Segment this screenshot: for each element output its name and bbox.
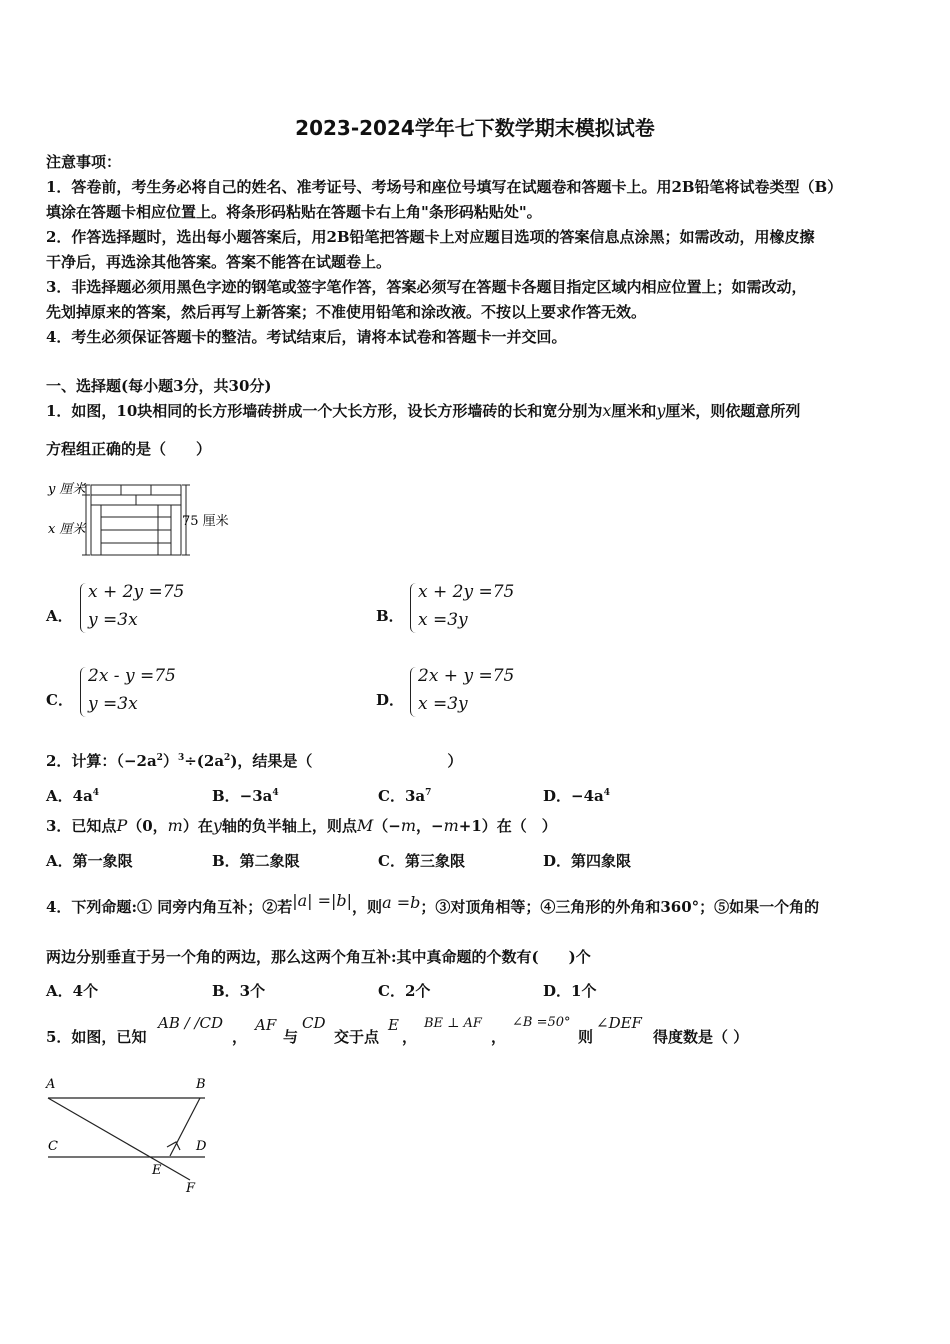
notice-line: 干净后，再选涂其他答案。答案不能答在试题卷上。 xyxy=(46,253,392,271)
figure-label-y: y 厘米 xyxy=(48,482,86,497)
notice-line: 3．非选择题必须用黑色字迹的钢笔或签字笔作答，答案必须写在答题卡各题目指定区域内相应位置上；如需改动， xyxy=(46,278,807,296)
question-2-stem: 2．计算：$(-2a^2)^3\div(2a^2)$，结果是（ ） xyxy=(46,752,463,770)
question-1-stem: 1．如图，10块相同的长方形墙砖拼成一个大长方形，设长方形墙砖的长和宽分别为x厘米和y厘米，则依题意所列 xyxy=(46,401,801,420)
q5-def: ∠DEF xyxy=(596,1014,642,1032)
q5-angle: ∠B =50° xyxy=(512,1015,571,1030)
brace-a xyxy=(80,583,88,633)
q5-with: 与 xyxy=(283,1028,299,1046)
q5-e: E xyxy=(388,1016,399,1034)
option-d-label[interactable]: D． xyxy=(376,691,405,709)
question-5-stem-start: 5．如图，已知 xyxy=(46,1028,147,1046)
figure-label-75: 75 厘米 xyxy=(182,514,229,529)
q3-option-d[interactable]: D．第四象限 xyxy=(543,852,632,870)
figure-point-b: B xyxy=(196,1077,206,1092)
question-4-stem-line2: 两边分别垂直于另一个角的两边，那么这两个角互补:其中真命题的个数有( )个 xyxy=(46,948,591,966)
q2-option-b[interactable]: B．$-3a^4$ xyxy=(212,787,279,805)
q5-af: AF xyxy=(255,1016,277,1034)
q3-option-c[interactable]: C．第三象限 xyxy=(378,852,465,870)
brace-d xyxy=(410,667,418,717)
q5-comma: ， xyxy=(232,1028,248,1046)
figure-label-x: x 厘米 xyxy=(48,522,86,537)
q5-tail: 得度数是（ ） xyxy=(653,1028,749,1046)
figure-point-c: C xyxy=(48,1139,58,1154)
option-c-system: 2x - y =75 y =3x xyxy=(88,666,176,714)
q5-parallel-expr: AB / /CD xyxy=(158,1014,224,1032)
q5-cd: CD xyxy=(302,1014,326,1032)
figure-point-f: F xyxy=(186,1181,196,1196)
option-b-label[interactable]: B． xyxy=(376,607,404,625)
notice-line: 先划掉原来的答案，然后再写上新答案；不准使用铅笔和涂改液。不按以上要求作答无效。 xyxy=(46,303,647,321)
brace-c xyxy=(80,667,88,717)
option-c-label[interactable]: C． xyxy=(46,691,73,709)
option-a-system: x + 2y =75 y =3x xyxy=(88,582,185,630)
q5-comma2: ， xyxy=(402,1028,418,1046)
q5-then: 则 xyxy=(578,1028,594,1046)
q4-option-b[interactable]: B．3个 xyxy=(212,982,266,1000)
q5-perp: BE ⊥ AF xyxy=(424,1016,482,1031)
q2-option-a[interactable]: A．$4a^4$ xyxy=(46,787,100,805)
parallel-lines-figure xyxy=(40,1070,230,1200)
option-a-label[interactable]: A． xyxy=(46,607,73,625)
q3-option-b[interactable]: B．第二象限 xyxy=(212,852,300,870)
brace-b xyxy=(410,583,418,633)
question-4-stem: 4．下列命题:① 同旁内角互补；②若|a| =|b|，则a =b；③对顶角相等；④三角形的外角和360°；⑤如果一个角的 xyxy=(46,891,820,916)
q4-option-c[interactable]: C．2个 xyxy=(378,982,431,1000)
notice-line: 填涂在答题卡相应位置上。将条形码粘贴在答题卡右上角"条形码粘贴处"。 xyxy=(46,203,542,221)
brick-wall-figure xyxy=(46,475,236,565)
notice-line: 2．作答选择题时，选出每小题答案后，用2B铅笔把答题卡上对应题目选项的答案信息点涂黑；如需改动，用橡皮擦 xyxy=(46,228,815,246)
figure-point-d: D xyxy=(196,1139,207,1154)
q2-option-d[interactable]: D．$-4a^4$ xyxy=(543,787,610,805)
q5-meet: 交于点 xyxy=(334,1028,380,1046)
q5-comma3: ， xyxy=(491,1028,507,1046)
question-3-stem: 3．已知点P（0，m）在y轴的负半轴上，则点M（−m，−m+1）在（ ） xyxy=(46,816,557,835)
option-b-system: x + 2y =75 x =3y xyxy=(418,582,515,630)
q2-option-c[interactable]: C．$3a^7$ xyxy=(378,787,432,805)
question-1-stem-line2: 方程组正确的是（ ） xyxy=(46,440,212,458)
q4-option-d[interactable]: D．1个 xyxy=(543,982,597,1000)
q4-option-a[interactable]: A．4个 xyxy=(46,982,99,1000)
page-title: 2023-2024学年七下数学期末模拟试卷 xyxy=(295,116,655,140)
figure-point-a: A xyxy=(46,1077,56,1092)
q3-option-a[interactable]: A．第一象限 xyxy=(46,852,133,870)
notice-heading: 注意事项： xyxy=(46,153,122,171)
notice-line: 1．答卷前，考生务必将自己的姓名、准考证号、考场号和座位号填写在试题卷和答题卡上。用2B铅笔将试卷类型（B） xyxy=(46,178,843,196)
option-d-system: 2x + y =75 x =3y xyxy=(418,666,515,714)
notice-line: 4．考生必须保证答题卡的整洁。考试结束后，请将本试卷和答题卡一并交回。 xyxy=(46,328,567,346)
figure-point-e: E xyxy=(152,1163,162,1178)
section-heading: 一、选择题(每小题3分，共30分) xyxy=(46,377,272,395)
